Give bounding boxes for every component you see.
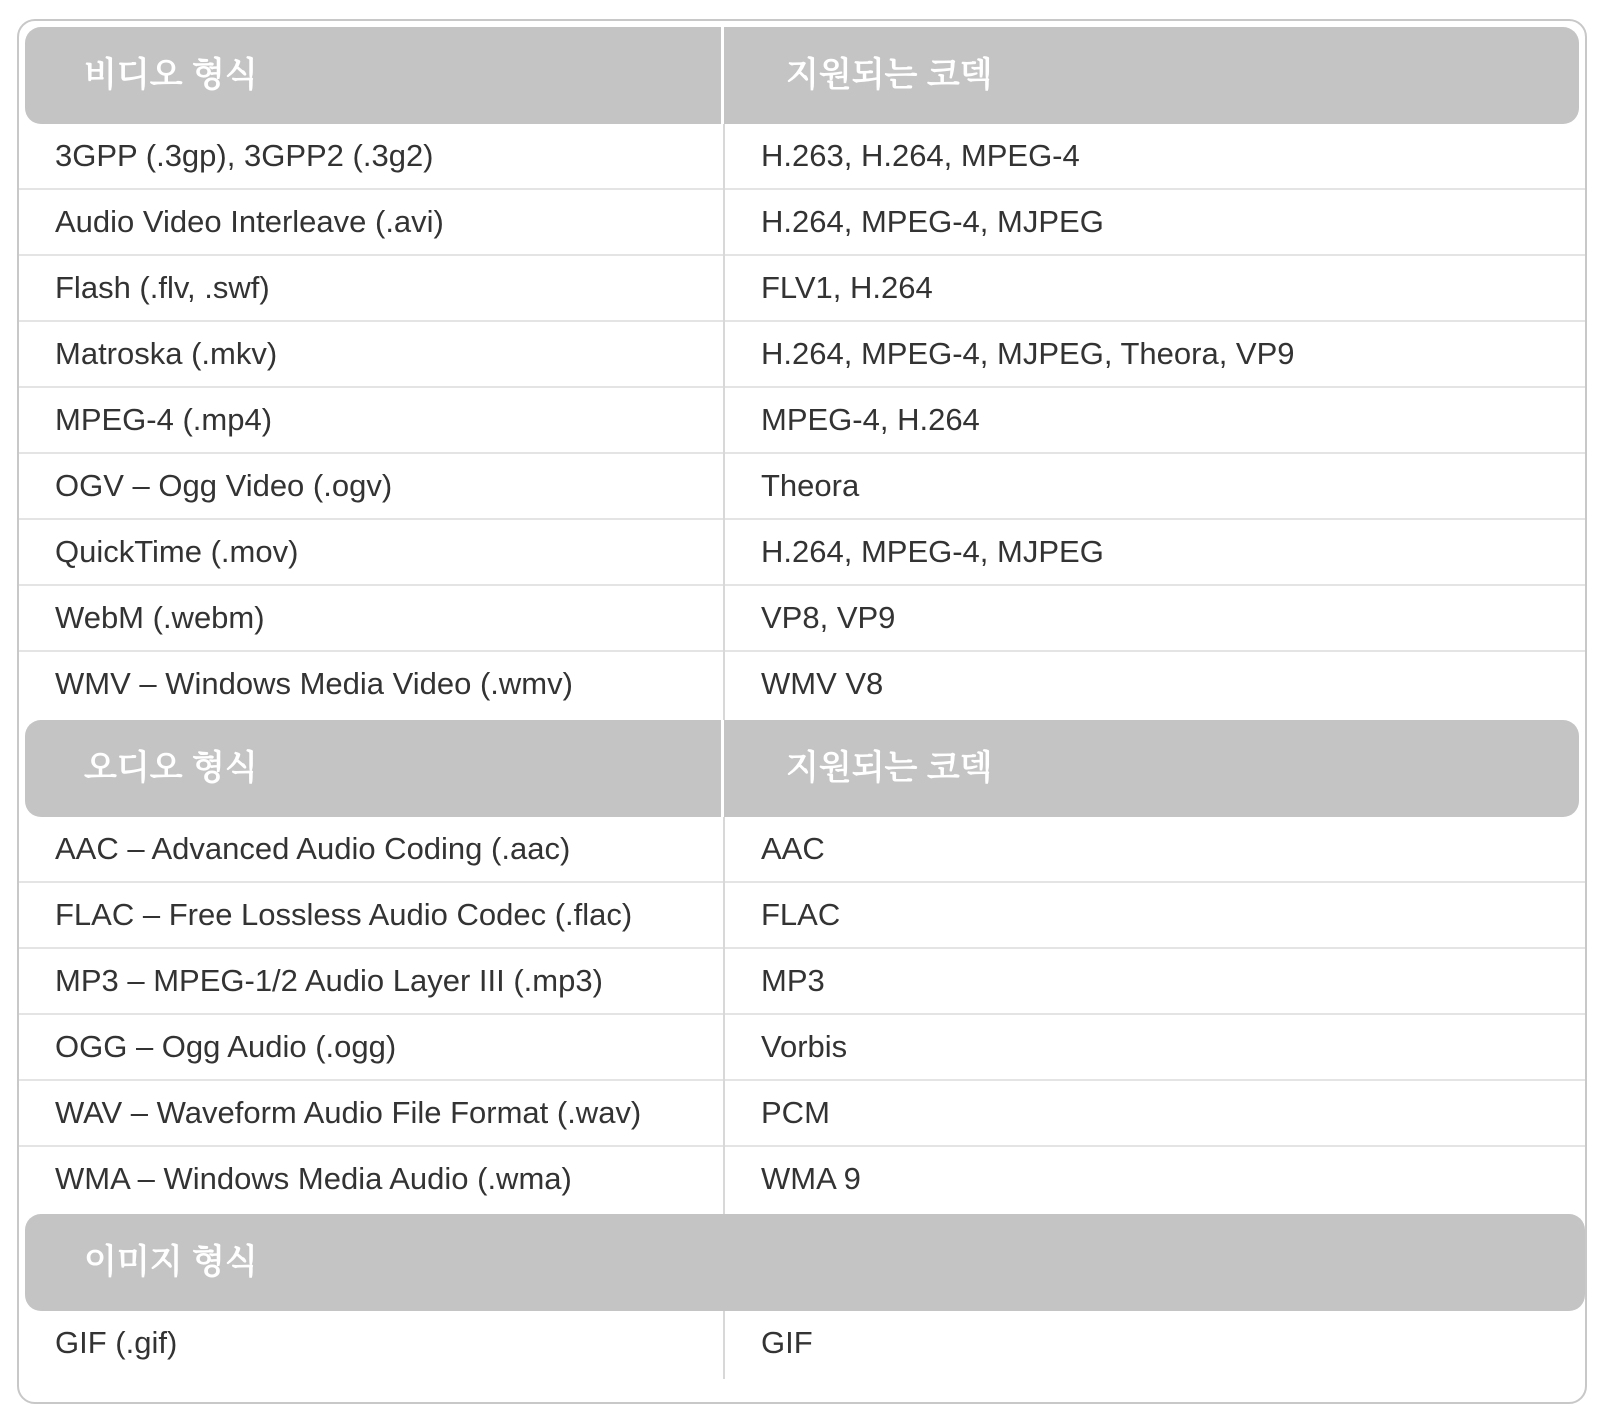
- column-divider: [723, 388, 725, 454]
- video-row: [19, 520, 1585, 586]
- image-row: [19, 1311, 1585, 1377]
- codec-cell: H.264, MPEG-4, MJPEG: [761, 204, 1104, 239]
- audio-row: [19, 817, 1585, 883]
- format-cell: OGV – Ogg Video (.ogv): [55, 468, 393, 503]
- column-divider: [723, 256, 725, 322]
- codec-cell: H.263, H.264, MPEG-4: [761, 138, 1080, 173]
- video-row: [19, 124, 1585, 190]
- media-format-table: [17, 19, 1587, 1404]
- video-row: [19, 586, 1585, 652]
- column-divider: [723, 454, 725, 520]
- audio-row: [19, 883, 1585, 949]
- audio-row: [19, 949, 1585, 1015]
- format-cell: Flash (.flv, .swf): [55, 270, 270, 305]
- codec-cell: Vorbis: [761, 1029, 848, 1064]
- format-cell: MPEG-4 (.mp4): [55, 402, 273, 437]
- audio-row: [19, 1081, 1585, 1147]
- codec-cell: MPEG-4, H.264: [761, 402, 980, 437]
- video-row: [19, 190, 1585, 256]
- codec-cell: AAC: [761, 831, 825, 866]
- format-cell: OGG – Ogg Audio (.ogg): [55, 1029, 397, 1064]
- codec-cell: WMA 9: [761, 1161, 861, 1196]
- column-divider: [723, 949, 725, 1015]
- header-divider: [721, 720, 724, 817]
- codec-cell: FLAC: [761, 897, 841, 932]
- image-format-heading: 이미지 형식: [84, 1243, 258, 1281]
- audio-format-heading: 오디오 형식: [84, 749, 258, 787]
- codec-cell: H.264, MPEG-4, MJPEG: [761, 534, 1104, 569]
- video-row: [19, 256, 1585, 322]
- codec-cell: WMV V8: [761, 666, 884, 701]
- audio-section-header: [25, 720, 1579, 817]
- column-divider: [723, 1147, 725, 1215]
- format-cell: MP3 – MPEG-1/2 Audio Layer III (.mp3): [55, 963, 603, 998]
- video-row: [19, 652, 1585, 718]
- column-divider: [723, 190, 725, 256]
- video-row: [19, 388, 1585, 454]
- format-cell: GIF (.gif): [55, 1325, 178, 1360]
- codec-cell: Theora: [761, 468, 860, 503]
- column-divider: [723, 520, 725, 586]
- codec-cell: GIF: [761, 1325, 813, 1360]
- format-cell: FLAC – Free Lossless Audio Codec (.flac): [55, 897, 633, 932]
- column-divider: [723, 322, 725, 388]
- format-cell: QuickTime (.mov): [55, 534, 299, 569]
- video-row: [19, 322, 1585, 388]
- format-cell: AAC – Advanced Audio Coding (.aac): [55, 831, 571, 866]
- column-divider: [723, 883, 725, 949]
- format-cell: Matroska (.mkv): [55, 336, 278, 371]
- codec-cell: MP3: [761, 963, 825, 998]
- column-divider: [723, 817, 725, 883]
- column-divider: [723, 1081, 725, 1147]
- codec-cell: FLV1, H.264: [761, 270, 933, 305]
- header-divider: [721, 27, 724, 124]
- video-codec-heading: 지원되는 코덱: [786, 56, 993, 94]
- video-format-heading: 비디오 형식: [84, 56, 258, 94]
- format-cell: WebM (.webm): [55, 600, 265, 635]
- codec-cell: PCM: [761, 1095, 830, 1130]
- audio-row: [19, 1147, 1585, 1213]
- format-cell: Audio Video Interleave (.avi): [55, 204, 444, 239]
- format-cell: 3GPP (.3gp), 3GPP2 (.3g2): [55, 138, 434, 173]
- codec-cell: H.264, MPEG-4, MJPEG, Theora, VP9: [761, 336, 1295, 371]
- column-divider: [723, 586, 725, 652]
- codec-cell: VP8, VP9: [761, 600, 896, 635]
- column-divider: [723, 124, 725, 190]
- column-divider: [723, 1015, 725, 1081]
- format-cell: WMA – Windows Media Audio (.wma): [55, 1161, 572, 1196]
- format-cell: WMV – Windows Media Video (.wmv): [55, 666, 573, 701]
- audio-codec-heading: 지원되는 코덱: [786, 749, 993, 787]
- audio-row: [19, 1015, 1585, 1081]
- video-section-header: [25, 27, 1579, 124]
- format-cell: WAV – Waveform Audio File Format (.wav): [55, 1095, 642, 1130]
- column-divider: [723, 1311, 725, 1379]
- image-section-header: [25, 1214, 1585, 1311]
- video-row: [19, 454, 1585, 520]
- column-divider: [723, 652, 725, 720]
